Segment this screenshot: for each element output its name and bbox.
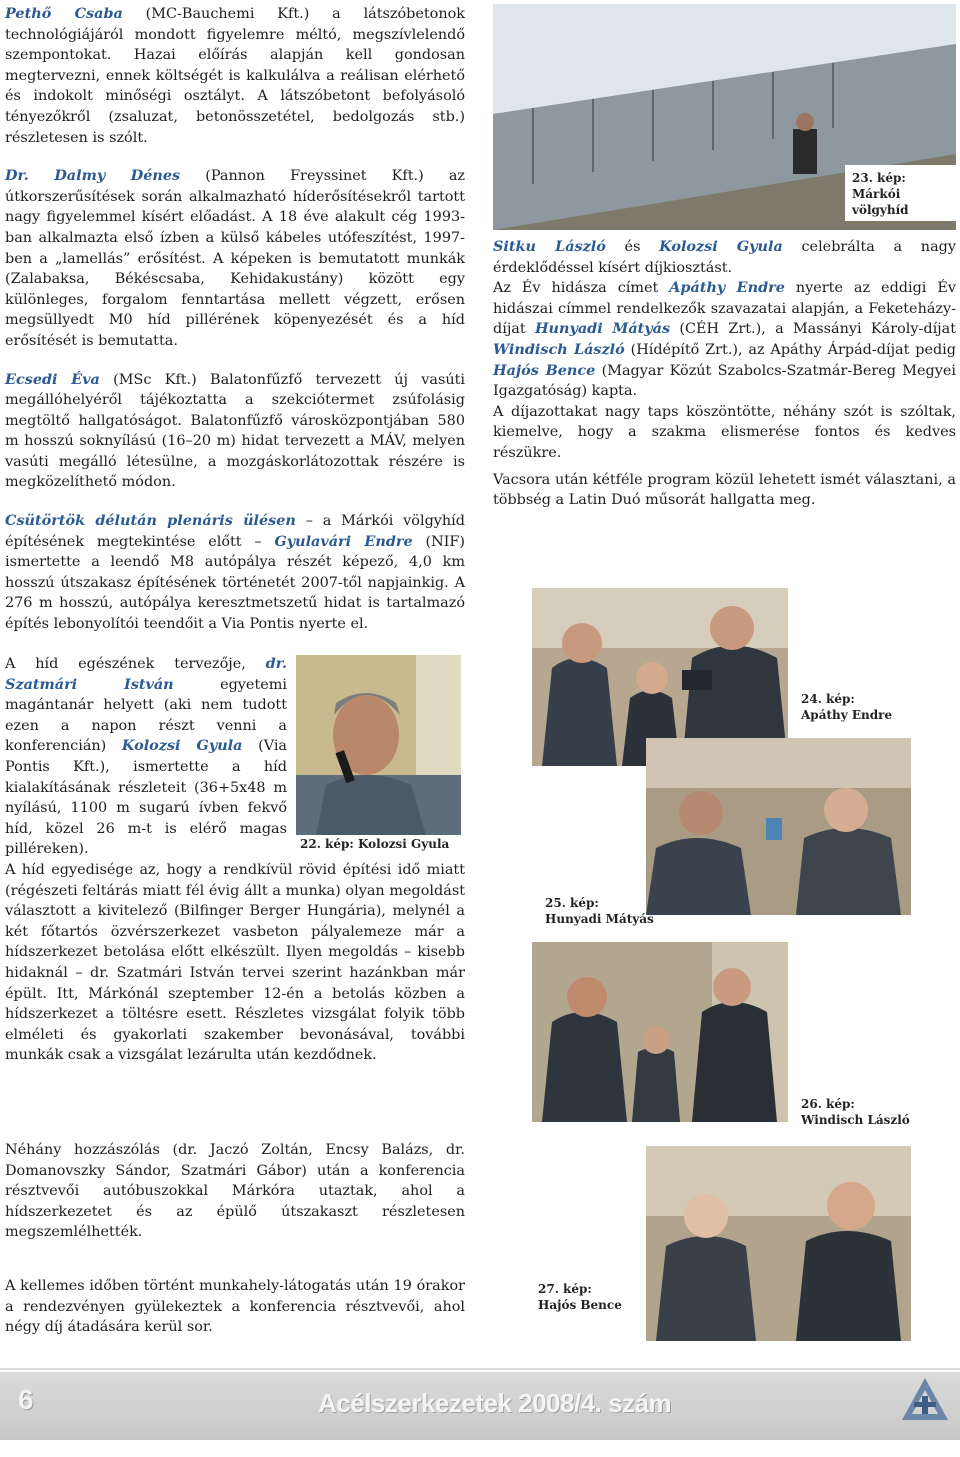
- person-name: Pethő Csaba: [5, 5, 123, 22]
- body-text: (NIF) ismertette a leendő M8 autópálya részét képező, 4,0 km hosszú útszakasz építésének történetét 2007-től napjainkig. A 276 m hosszú, autópálya keresztmetszetű hidat is tartalmazó építés lebonyolítói teendőit a Via Pontis nyerte el.: [5, 533, 465, 633]
- caption-25-label: 25. kép:: [545, 896, 599, 910]
- photo-windisch-laszlo-image: [532, 942, 788, 1122]
- paragraph-petho: [5, 4, 465, 148]
- body-text: – a Márkói völgyhíd építésének megtekintése előtt –: [5, 513, 465, 550]
- person-name: Csütörtök délután plenáris ülésen: [5, 512, 296, 530]
- caption-23-line3: völgyhíd: [852, 203, 909, 217]
- body-text: (Pannon Freyssinet Kft.) az útkorszerűsítések során alkalmazható híderősítésekről tartott nagy figyelemmel kísért előadást. A 18 éve alakult cég 1993-ban alkalmazta első ízben a külső kábeles utófeszítést, 1997-ben a „lamellás” erősítést. A képeken is bemutatott munkák (Zalabaksa, Békéscsaba, Kehidakustány) között egy különleges, forgalom fenntartása mellett végzett, erősen megsüllyedt M0 híd pillérének köpenyezését és a híd erősítését is bemutatta.: [5, 168, 466, 349]
- paragraph-evening: [5, 1276, 465, 1338]
- paragraph-award-ceremony: [493, 237, 956, 278]
- body-text: (MC-Bauchemi Kft.) a látszóbetonok technológiájáról mondott figyelemre méltó, megszívlelendő szempontokat. Hazai előírás alapján kell gondosan megtervezni, ennek költségét is kalkulálva a reálisan elérhető és indokolt minőségi osztályt. A látszóbetont befolyásoló tényezőkről (zsaluzat, betonösszetétel, bedolgozás stb.) részletesen is szólt.: [5, 6, 465, 146]
- body-text: (Hídépítő Zrt.), az Apáthy Árpád-díjat pedig: [624, 341, 956, 358]
- body-text: A híd egészének tervezője,: [5, 656, 266, 672]
- person-name: Hajós Bence: [493, 361, 596, 379]
- journal-logo-icon: [900, 1376, 950, 1432]
- person-name: dr. Szatmári István: [5, 655, 287, 693]
- footer-line: [0, 1370, 960, 1372]
- left-column-comments: [5, 1140, 465, 1243]
- photo-kolozsi-gyula-image: [296, 655, 461, 835]
- caption-23-line2: Márkói: [852, 187, 901, 201]
- photo-hunyadi-matyas-image: [646, 738, 911, 915]
- photo-hajos-bence-image: [646, 1146, 911, 1341]
- caption-24-name: Apáthy Endre: [801, 708, 893, 722]
- caption-24: [801, 691, 892, 723]
- body-text: A kellemes időben történt munkahely-látogatás után 19 órakor a rendezvényen gyülekeztek a konferencia résztvevői, ahol négy díj átadására kerül sor.: [5, 1278, 465, 1336]
- body-text: Néhány hozzászólás (dr. Jaczó Zoltán, Encsy Balázs, dr. Domanovszky Sándor, Szatmári Gábor) után a konferencia résztvevői autóbuszokkal Márkóra utaztak, ahol a hídszerkezetet és az épülő útszakaszt részletesen megszemlélhették.: [5, 1142, 465, 1241]
- body-text: Az Év hidásza címet: [493, 280, 670, 297]
- caption-27: [538, 1281, 622, 1313]
- paragraph-plenary: [5, 511, 465, 635]
- body-text: (CÉH Zrt.), a Massányi Károly-díjat: [670, 321, 957, 338]
- caption-26: [801, 1096, 910, 1128]
- caption-23-label: 23. kép:: [852, 171, 906, 185]
- body-text: egyetemi magántanár helyett (aki nem tudott ezen a napon részt venni a konferencián): [5, 676, 287, 755]
- photo-windisch-laszlo: [532, 942, 788, 1122]
- left-column-wrap: [5, 654, 287, 860]
- caption-27-label: 27. kép:: [538, 1282, 592, 1296]
- caption-26-label: 26. kép:: [801, 1097, 855, 1111]
- paragraph-uniqueness: [5, 860, 465, 1066]
- paragraph-award-winners: [493, 278, 956, 402]
- body-text: és: [605, 239, 660, 255]
- caption-22: 22. kép: Kolozsi Gyula: [300, 837, 450, 851]
- person-name: Apáthy Endre: [669, 279, 785, 297]
- paragraph-comments: [5, 1140, 465, 1243]
- left-column-top: [5, 4, 465, 635]
- left-column-evening: [5, 1276, 465, 1338]
- person-name: Kolozsi Gyula: [121, 737, 243, 755]
- paragraph-designer: [5, 654, 287, 860]
- left-column-bottom: [5, 860, 465, 1066]
- body-text: celebrálta a nagy érdeklődéssel kísért díjkiosztást.: [493, 239, 956, 276]
- caption-26-name: Windisch László: [801, 1113, 910, 1127]
- paragraph-applause: [493, 402, 956, 464]
- page-number: 6: [18, 1384, 34, 1415]
- body-text: (MSc Kft.) Balatonfűzfő tervezett új vasúti megállóhelyéről tájékoztatta a szekciótermet zsúfolásig megtöltő hallgatóságot. Balatonfűzfő városközpontjában 580 m hosszú soknyílású (16–20 m) hidat tervezett a MÁV, melyen vasúti megálló létesülne, a mozgáskorlátozottak részére is megközelíthető módon.: [5, 371, 466, 491]
- person-name: Windisch László: [493, 340, 625, 358]
- person-name: Hunyadi Mátyás: [534, 320, 671, 338]
- paragraph-dinner: [493, 470, 956, 511]
- caption-25: [545, 895, 654, 927]
- person-name: Sitku László: [493, 238, 606, 255]
- publication-title: Acélszerkezetek 2008/4. szám: [318, 1388, 672, 1418]
- right-column: [493, 237, 956, 511]
- paragraph-dalmy: [5, 166, 465, 351]
- body-text: A híd egyedisége az, hogy a rendkívül rövid építési idő miatt (régészeti feltárás miatt fél évig állt a munka) olyan megoldást választott a kivitelező (Bilfinger Berger Hungária), melynél a két főtartós özvérszerkezet vasbeton pályalemeze már a hídszerkezet betolása előtt elkészült. Ilyen megoldás – kisebb hidaknál – dr. Szatmári István tervei szerint hazánkban már épült. Itt, Márkónál szeptember 12-én a betolás közben a hídszerkezet a töltésre esett. Részletes vizsgálat folyik több elméleti és gyakorlati szakember bevonásával, további munkák csak a vizsgálat lezárulta után kezdődnek.: [5, 862, 465, 1064]
- body-text: (Magyar Közút Szabolcs-Szatmár-Bereg Megyei Igazgatóság) kapta.: [493, 362, 956, 400]
- caption-25-name: Hunyadi Mátyás: [545, 912, 654, 926]
- body-text: A díjazottakat nagy taps köszöntötte, néhány szót is szóltak, kiemelve, hogy a szakma elismerése fontos és kedves részükre.: [493, 403, 956, 461]
- person-name: Kolozsi Gyula: [659, 238, 783, 255]
- person-name: Dr. Dalmy Dénes: [5, 167, 181, 185]
- caption-24-label: 24. kép:: [801, 692, 855, 706]
- caption-27-name: Hajós Bence: [538, 1298, 622, 1312]
- body-text: Vacsora után kétféle program közül lehetett ismét választani, a többség a Latin Duó műsorát hallgatta meg.: [493, 471, 956, 509]
- page-footer: [0, 1368, 960, 1457]
- paragraph-ecsedi: [5, 370, 465, 494]
- body-text: nyerte az eddigi Év hidászai címmel rendelkezők szavazatai alapján, a Feketeházy-díjat: [493, 280, 957, 338]
- photo-kolozsi-gyula: [296, 655, 461, 835]
- photo-hajos-bence: [646, 1146, 911, 1341]
- photo-hunyadi-matyas: [646, 738, 911, 915]
- person-name: Gyulavári Endre: [274, 532, 413, 550]
- body-text: (Via Pontis Kft.), ismertette a híd kialakításának részleteit (36+5x48 m nyílású, 1100 m sugarú ívben fekvő híd, közel 26 m-t is elérő magas pilléreken).: [5, 738, 288, 858]
- caption-23: [852, 170, 909, 218]
- person-name: Ecsedi Éva: [5, 370, 100, 388]
